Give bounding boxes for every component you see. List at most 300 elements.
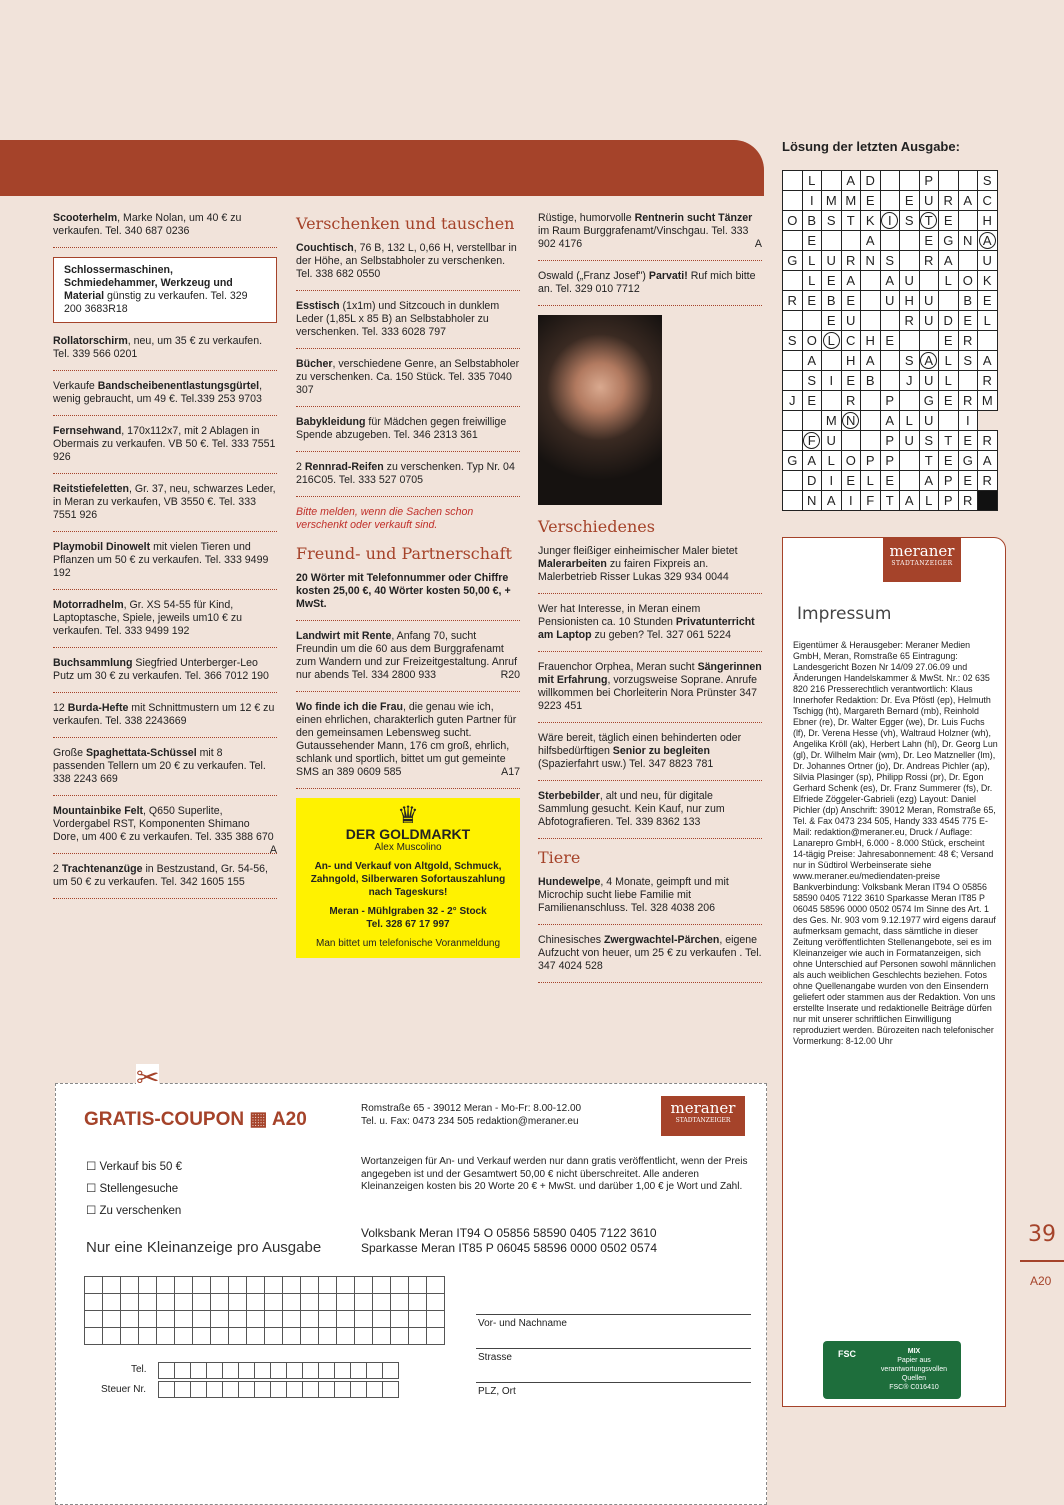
grid-cell[interactable] (337, 1277, 355, 1294)
ad-code: R20 (500, 669, 520, 681)
crossword-cell (919, 271, 939, 291)
name-line[interactable] (476, 1314, 751, 1315)
crossword-cell: U (919, 291, 939, 311)
crossword-cell: B (861, 371, 881, 391)
fsc-badge: FSC MIX Papier aus verantwortungsvollen Quellen FSC® C016410 (823, 1341, 961, 1399)
option-verschenken[interactable]: ☐ Zu verschenken (86, 1205, 182, 1217)
grid-cell[interactable] (211, 1277, 229, 1294)
classified-ad (296, 461, 520, 497)
grid-cell[interactable] (427, 1311, 445, 1328)
grid-cell[interactable] (391, 1311, 409, 1328)
crossword-cell: L (802, 171, 822, 191)
crossword-cell: P (939, 471, 959, 491)
ad-text: , Anfang 70, sucht Freundin um die 60 aus dem Burggrafenamt zum Wandern und zur Freizeitgestaltung. Anruf nur abends Tel. 334 2800 933 (296, 630, 518, 681)
ad-prefix: Frauenchor Orphea, Meran sucht (538, 661, 698, 673)
grid-cell[interactable] (139, 1328, 157, 1345)
ad-title: Scooterhelm (53, 212, 118, 224)
goldmarkt-phone: Tel. 328 67 17 997 (366, 919, 450, 930)
grid-cell[interactable] (373, 1277, 391, 1294)
ad-text: , 170x112x7, mit 2 Ablagen in Obermais zu verkaufen. VB 50 €. Tel. 333 7551 926 (53, 425, 276, 463)
grid-cell[interactable] (301, 1328, 319, 1345)
crossword-cell: A (919, 351, 939, 371)
crossword-cell: A (861, 351, 881, 371)
grid-cell[interactable] (193, 1277, 211, 1294)
grid-cell[interactable] (175, 1294, 193, 1311)
crossword-cell: E (939, 331, 959, 351)
ad-title: Bandscheibenentlastungsgürtel (97, 380, 260, 392)
grid-cell[interactable] (337, 1328, 355, 1345)
grid-cell[interactable] (121, 1294, 139, 1311)
grid-cell[interactable] (355, 1294, 373, 1311)
crossword-cell: G (939, 231, 959, 251)
crossword-cell: M (841, 191, 861, 211)
ad-prefix: 2 (296, 461, 305, 473)
grid-cell[interactable] (175, 1382, 191, 1398)
grid-cell[interactable] (301, 1294, 319, 1311)
grid-cell[interactable] (139, 1277, 157, 1294)
grid-cell[interactable] (319, 1311, 337, 1328)
grid-cell[interactable] (383, 1382, 399, 1398)
ad-text: mit 8 passenden Tellern um 20 € zu verkaufen. Tel. 338 2243 669 (53, 747, 266, 785)
classified-ad (53, 863, 277, 899)
crossword-cell: R (783, 291, 803, 311)
ad-title: Bücher (296, 358, 333, 370)
grid-cell[interactable] (303, 1382, 319, 1398)
ad-text: , Gr. XS 54-55 für Kind, Laptoptasche, Spiele, jeweils um10 € zu verkaufen. Tel. 333 9499 192 (53, 599, 243, 637)
grid-cell[interactable] (319, 1363, 335, 1379)
grid-cell[interactable] (247, 1328, 265, 1345)
classified-ad (53, 599, 277, 648)
ad-prefix: Rüstige, humorvolle (538, 212, 635, 224)
ad-text: , vorzugsweise Soprane. Anrufe willkommen bei Chorleiterin Nora Prünster 347 9223 451 (538, 674, 758, 712)
ad-prefix: Oswald („Franz Josef") (538, 270, 649, 282)
classified-ad (296, 416, 520, 452)
fsc-logo-text: FSC (838, 1349, 856, 1359)
crossword-cell: A (939, 251, 959, 271)
crossword-cell (802, 311, 822, 331)
ad-text: , Gr. 37, neu, schwarzes Leder, in Meran zu verkaufen, VB 3550 €. Tel. 333 7551 926 (53, 483, 276, 521)
crossword-cell: D (939, 311, 959, 331)
grid-cell[interactable] (247, 1311, 265, 1328)
street-line[interactable] (476, 1348, 751, 1349)
grid-cell[interactable] (103, 1311, 121, 1328)
grid-cell[interactable] (159, 1382, 175, 1398)
grid-cell[interactable] (301, 1311, 319, 1328)
grid-cell[interactable] (383, 1363, 399, 1379)
grid-cell[interactable] (229, 1294, 247, 1311)
crossword-cell: B (958, 291, 978, 311)
grid-cell[interactable] (409, 1311, 427, 1328)
classified-ad (296, 358, 520, 407)
crossword-cell (880, 171, 900, 191)
crossword-cell: I (841, 491, 861, 511)
grid-cell[interactable] (103, 1328, 121, 1345)
crossword-cell (783, 471, 803, 491)
crossword-cell: E (900, 191, 920, 211)
crossword-cell: S (822, 211, 842, 231)
ad-title: Wo finde ich die Frau (296, 701, 403, 713)
crossword-cell: N (802, 491, 822, 511)
crossword-cell: G (783, 251, 803, 271)
grid-cell[interactable] (287, 1363, 303, 1379)
ad-text: zu fairen Fixpreis an. Malerbetrieb Risser Lukas 329 934 0044 (538, 558, 729, 583)
grid-cell[interactable] (211, 1328, 229, 1345)
option-stellengesuche[interactable]: ☐ Stellengesuche (86, 1183, 179, 1195)
crossword-cell (958, 171, 978, 191)
ad-text: , neu, um 35 € zu verkaufen. Tel. 339 566 0201 (53, 335, 263, 360)
grid-cell[interactable] (139, 1294, 157, 1311)
crossword-cell (958, 211, 978, 231)
grid-cell[interactable] (255, 1382, 271, 1398)
grid-cell[interactable] (337, 1311, 355, 1328)
ad-prefix: Wer hat Interesse, in Meran einem Pensionisten ca. 10 Stunden (538, 603, 701, 628)
city-line[interactable] (476, 1382, 751, 1383)
crossword-cell (958, 251, 978, 271)
grid-cell[interactable] (391, 1294, 409, 1311)
crossword-cell: R (958, 491, 978, 511)
crossword-solution (782, 170, 998, 511)
grid-cell[interactable] (303, 1363, 319, 1379)
grid-cell[interactable] (229, 1277, 247, 1294)
grid-cell[interactable] (157, 1328, 175, 1345)
crossword-cell: N (958, 231, 978, 251)
grid-cell[interactable] (211, 1311, 229, 1328)
classified-ad (53, 747, 277, 796)
crossword-cell: T (841, 211, 861, 231)
grid-cell[interactable] (283, 1328, 301, 1345)
grid-cell[interactable] (335, 1382, 351, 1398)
crossword-cell: J (783, 391, 803, 411)
street-label: Strasse (478, 1352, 512, 1363)
crossword-cell (783, 491, 803, 511)
crossword-cell (783, 271, 803, 291)
crossword-cell: F (802, 431, 822, 451)
crossword-cell: L (861, 471, 881, 491)
column-1 (53, 212, 277, 908)
classified-ad (296, 701, 520, 789)
classified-ad (296, 242, 520, 291)
crossword-cell: K (861, 211, 881, 231)
grid-cell[interactable] (159, 1363, 175, 1379)
grid-cell[interactable] (409, 1328, 427, 1345)
grid-cell[interactable] (409, 1277, 427, 1294)
coupon-options[interactable] (86, 1156, 182, 1222)
grid-cell[interactable] (265, 1311, 283, 1328)
grid-cell[interactable] (337, 1294, 355, 1311)
crossword-cell: U (900, 431, 920, 451)
grid-cell[interactable] (175, 1311, 193, 1328)
grid-cell[interactable] (229, 1311, 247, 1328)
grid-cell[interactable] (373, 1328, 391, 1345)
crossword-cell: E (939, 451, 959, 471)
crossword-cell (802, 411, 822, 431)
grid-cell[interactable] (191, 1363, 207, 1379)
coupon-limit: Nur eine Kleinanzeige pro Ausgabe (86, 1239, 322, 1256)
word-grid[interactable] (84, 1276, 445, 1345)
ad-title: Motorradhelm (53, 599, 124, 611)
crossword-cell: L (900, 411, 920, 431)
crossword-cell: A (822, 491, 842, 511)
crossword-cell: S (900, 351, 920, 371)
crossword-cell: P (880, 451, 900, 471)
grid-cell[interactable] (351, 1363, 367, 1379)
ad-text: (1x1m) und Sitzcouch in dunklem Leder (1,85L x 85 B) an Selbstabholer zu verschenken. Tel. 333 6028 797 (296, 300, 500, 338)
crossword-cell: M (978, 391, 998, 411)
crossword-cell: R (958, 331, 978, 351)
grid-cell[interactable] (247, 1294, 265, 1311)
grid-cell[interactable] (373, 1294, 391, 1311)
classified-ad (538, 934, 762, 983)
grid-cell[interactable] (103, 1277, 121, 1294)
ad-text: zu geben? Tel. 327 061 5224 (591, 629, 731, 641)
grid-cell[interactable] (271, 1363, 287, 1379)
ad-title: Malerarbeiten (538, 558, 607, 570)
grid-cell[interactable] (85, 1311, 103, 1328)
grid-cell[interactable] (255, 1363, 271, 1379)
grid-cell[interactable] (409, 1294, 427, 1311)
goldmarkt-ad (296, 798, 520, 958)
ad-icon: ▦ (249, 1109, 268, 1130)
grid-cell[interactable] (271, 1382, 287, 1398)
grid-cell[interactable] (175, 1328, 193, 1345)
page-number: 39 (1028, 1222, 1056, 1247)
grid-cell[interactable] (175, 1363, 191, 1379)
header-band (0, 140, 764, 196)
crossword-cell: E (802, 291, 822, 311)
crossword-cell: M (822, 411, 842, 431)
section-heading: Verschiedenes (538, 517, 655, 536)
ad-title: Reitstiefeletten (53, 483, 129, 495)
grid-cell[interactable] (85, 1328, 103, 1345)
ad-text: , Marke Nolan, um 40 € zu verkaufen. Tel. 340 687 0236 (53, 212, 242, 237)
crossword-cell: A (978, 451, 998, 471)
impressum-title: Impressum (797, 604, 892, 624)
ad-title: Esstisch (296, 300, 340, 312)
crossword-cell: P (880, 431, 900, 451)
grid-cell[interactable] (427, 1294, 445, 1311)
crossword-cell: P (861, 451, 881, 471)
ad-text: mit Schnittmustern um 12 € zu verkaufen. Tel. 338 2243669 (53, 702, 275, 727)
crossword-cell: J (900, 371, 920, 391)
grid-cell[interactable] (351, 1382, 367, 1398)
ad-prefix: Wäre bereit, täglich einen behinderten oder hilfsbedürftigen (538, 732, 742, 757)
impressum-box (782, 537, 1006, 1407)
coupon-terms: Wortanzeigen für An- und Verkauf werden nur dann gratis veröffentlicht, wenn der Preis angegeben ist und der Gesamtwert 50,00 € nicht überschreitet. Alle anderen Kleinanzeigen kosten bis 20 Worte 20 € + MwSt. und darüber 1,00 € je Wort und Zahl. (361, 1156, 748, 1192)
ad-text: , 76 B, 132 L, 0,66 H, verstellbar in der Höhe, an Selbstabholer zu verschenken. Tel. 338 682 0550 (296, 242, 517, 280)
ad-prefix: Chinesisches (538, 934, 604, 946)
grid-cell[interactable] (319, 1294, 337, 1311)
crossword-cell: E (919, 231, 939, 251)
crossword-cell (783, 371, 803, 391)
grid-cell[interactable] (85, 1277, 103, 1294)
grid-cell[interactable] (207, 1382, 223, 1398)
crossword-cell: R (978, 431, 998, 451)
solution-title: Lösung der letzten Ausgabe: (782, 139, 960, 154)
grid-cell[interactable] (391, 1277, 409, 1294)
ad-title: Privatunterricht am Laptop (538, 616, 755, 641)
classified-ad (296, 630, 520, 692)
highlighted-ad (53, 257, 277, 323)
grid-cell[interactable] (229, 1328, 247, 1345)
crossword-cell: R (978, 371, 998, 391)
crossword-cell: I (802, 191, 822, 211)
coupon-address: Romstraße 65 - 39012 Meran - Mo-Fr: 8.00-12.00 Tel. u. Fax: 0473 234 505 redaktion@meraner.eu (361, 1103, 582, 1127)
ad-title: Burda-Hefte (67, 702, 129, 714)
crossword-cell (900, 391, 920, 411)
crossword-cell (783, 191, 803, 211)
crossword-cell: U (880, 291, 900, 311)
crossword-cell: L (802, 271, 822, 291)
crossword-cell (900, 251, 920, 271)
crossword-cell (900, 171, 920, 191)
grid-cell[interactable] (367, 1382, 383, 1398)
grid-cell[interactable] (103, 1294, 121, 1311)
grid-cell[interactable] (373, 1311, 391, 1328)
grid-cell[interactable] (287, 1382, 303, 1398)
grid-cell[interactable] (121, 1328, 139, 1345)
crossword-cell: T (919, 211, 939, 231)
crossword-cell: D (802, 471, 822, 491)
crossword-cell: C (978, 191, 998, 211)
crossword-cell: E (880, 331, 900, 351)
crossword-cell: S (802, 371, 822, 391)
crossword-cell (822, 351, 842, 371)
grid-cell[interactable] (319, 1277, 337, 1294)
grid-cell[interactable] (139, 1311, 157, 1328)
crossword-cell: A (841, 271, 861, 291)
grid-cell[interactable] (265, 1294, 283, 1311)
crossword-cell: R (919, 251, 939, 271)
grid-cell[interactable] (283, 1294, 301, 1311)
crossword-cell: A (978, 231, 998, 251)
crossword-cell (783, 311, 803, 331)
grid-cell[interactable] (193, 1328, 211, 1345)
crossword-cell: O (783, 211, 803, 231)
grid-cell[interactable] (85, 1294, 103, 1311)
grid-cell[interactable] (223, 1382, 239, 1398)
grid-cell[interactable] (193, 1311, 211, 1328)
grid-cell[interactable] (367, 1363, 383, 1379)
crossword-cell (783, 431, 803, 451)
grid-cell[interactable] (157, 1294, 175, 1311)
grid-cell[interactable] (193, 1294, 211, 1311)
crossword-cell (900, 331, 920, 351)
grid-cell[interactable] (157, 1311, 175, 1328)
crossword-cell: I (880, 211, 900, 231)
ad-text: , verschiedene Genre, an Selbstabholer zu verschenken. Ca. 150 Stück. Tel. 335 7040 307 (296, 358, 520, 396)
grid-cell[interactable] (265, 1328, 283, 1345)
ad-title: Sterbebilder (538, 790, 600, 802)
grid-cell[interactable] (121, 1311, 139, 1328)
crossword-cell: A (861, 231, 881, 251)
crossword-cell (919, 331, 939, 351)
scissors-icon: ✂ (136, 1062, 160, 1093)
grid-cell[interactable] (355, 1311, 373, 1328)
grid-cell[interactable] (427, 1277, 445, 1294)
classified-ad (538, 603, 762, 652)
grid-cell[interactable] (427, 1328, 445, 1345)
crossword-cell: R (841, 391, 861, 411)
grid-cell[interactable] (355, 1328, 373, 1345)
grid-cell[interactable] (239, 1363, 255, 1379)
crossword-cell: E (958, 471, 978, 491)
grid-cell[interactable] (265, 1277, 283, 1294)
ad-title: Landwirt mit Rente (296, 630, 392, 642)
grid-cell[interactable] (283, 1311, 301, 1328)
crossword-cell: L (939, 351, 959, 371)
crossword-cell (861, 391, 881, 411)
ad-text: , eigene Aufzucht von heuer, um 25 € zu verkaufen . Tel. 347 4024 528 (538, 934, 762, 972)
grid-cell[interactable] (319, 1328, 337, 1345)
crossword-cell: G (783, 451, 803, 471)
ad-text: in Bestzustand, Gr. 54-56, um 50 € zu verkaufen. Tel. 342 1605 155 (53, 863, 268, 888)
coupon-logo: meraner STADTANZEIGER (661, 1096, 745, 1136)
goldmarkt-name: DER GOLDMARKT (345, 826, 471, 842)
grid-cell[interactable] (247, 1277, 265, 1294)
classified-ad (53, 380, 277, 416)
option-verkauf[interactable]: ☐ Verkauf bis 50 € (86, 1161, 182, 1173)
crossword-cell: B (822, 291, 842, 311)
grid-cell[interactable] (175, 1277, 193, 1294)
grid-cell[interactable] (283, 1277, 301, 1294)
crossword-cell: H (841, 351, 861, 371)
ad-title: Mountainbike Felt (53, 805, 144, 817)
oswald-photo (538, 315, 662, 505)
grid-cell[interactable] (121, 1277, 139, 1294)
crossword-cell: E (958, 311, 978, 331)
grid-cell[interactable] (211, 1294, 229, 1311)
gratis-coupon (55, 1062, 767, 1505)
tax-field[interactable] (158, 1381, 399, 1398)
crossword-cell (880, 191, 900, 211)
ad-text: im Raum Burggrafenamt/Vinschgau. Tel. 333 902 4176 (538, 225, 749, 250)
tel-field[interactable] (158, 1362, 399, 1379)
classified-ad (538, 732, 762, 781)
crossword-cell: S (919, 431, 939, 451)
grid-cell[interactable] (335, 1363, 351, 1379)
crossword-cell: L (919, 491, 939, 511)
crown-icon: ♛ (397, 802, 419, 829)
grid-cell[interactable] (191, 1382, 207, 1398)
classified-ad (53, 657, 277, 693)
crossword-cell: E (841, 371, 861, 391)
grid-cell[interactable] (355, 1277, 373, 1294)
ad-code: R18 (108, 303, 128, 315)
grid-cell[interactable] (239, 1382, 255, 1398)
classified-ad (538, 212, 762, 261)
crossword-cell (861, 291, 881, 311)
crossword-cell: A (958, 191, 978, 211)
grid-cell[interactable] (301, 1277, 319, 1294)
grid-cell[interactable] (223, 1363, 239, 1379)
crossword-cell (783, 351, 803, 371)
grid-cell[interactable] (157, 1277, 175, 1294)
ad-prefix: Verkaufe (53, 380, 98, 392)
crossword-cell: L (939, 271, 959, 291)
grid-cell[interactable] (207, 1363, 223, 1379)
return-note: Bitte melden, wenn die Sachen schon verschenkt oder verkauft sind. (296, 506, 474, 531)
crossword-cell: E (822, 271, 842, 291)
ad-title: Zwergwachtel-Pärchen (603, 934, 720, 946)
ad-text: mit vielen Tieren und Pflanzen um 50 € zu verkaufen. Tel. 333 9499 192 (53, 541, 269, 579)
ad-prefix: Große (53, 747, 86, 759)
grid-cell[interactable] (391, 1328, 409, 1345)
crossword-cell: L (822, 331, 842, 351)
grid-cell[interactable] (319, 1382, 335, 1398)
ad-text: , wenig gebraucht, um 49 €. Tel.339 253 9703 (53, 380, 263, 405)
ad-text: für Mädchen gegen freiwillige Spende abzugeben. Tel. 346 2313 361 (296, 416, 507, 441)
goldmarkt-address: Meran - Mühlgraben 32 - 2° Stock (329, 906, 487, 917)
